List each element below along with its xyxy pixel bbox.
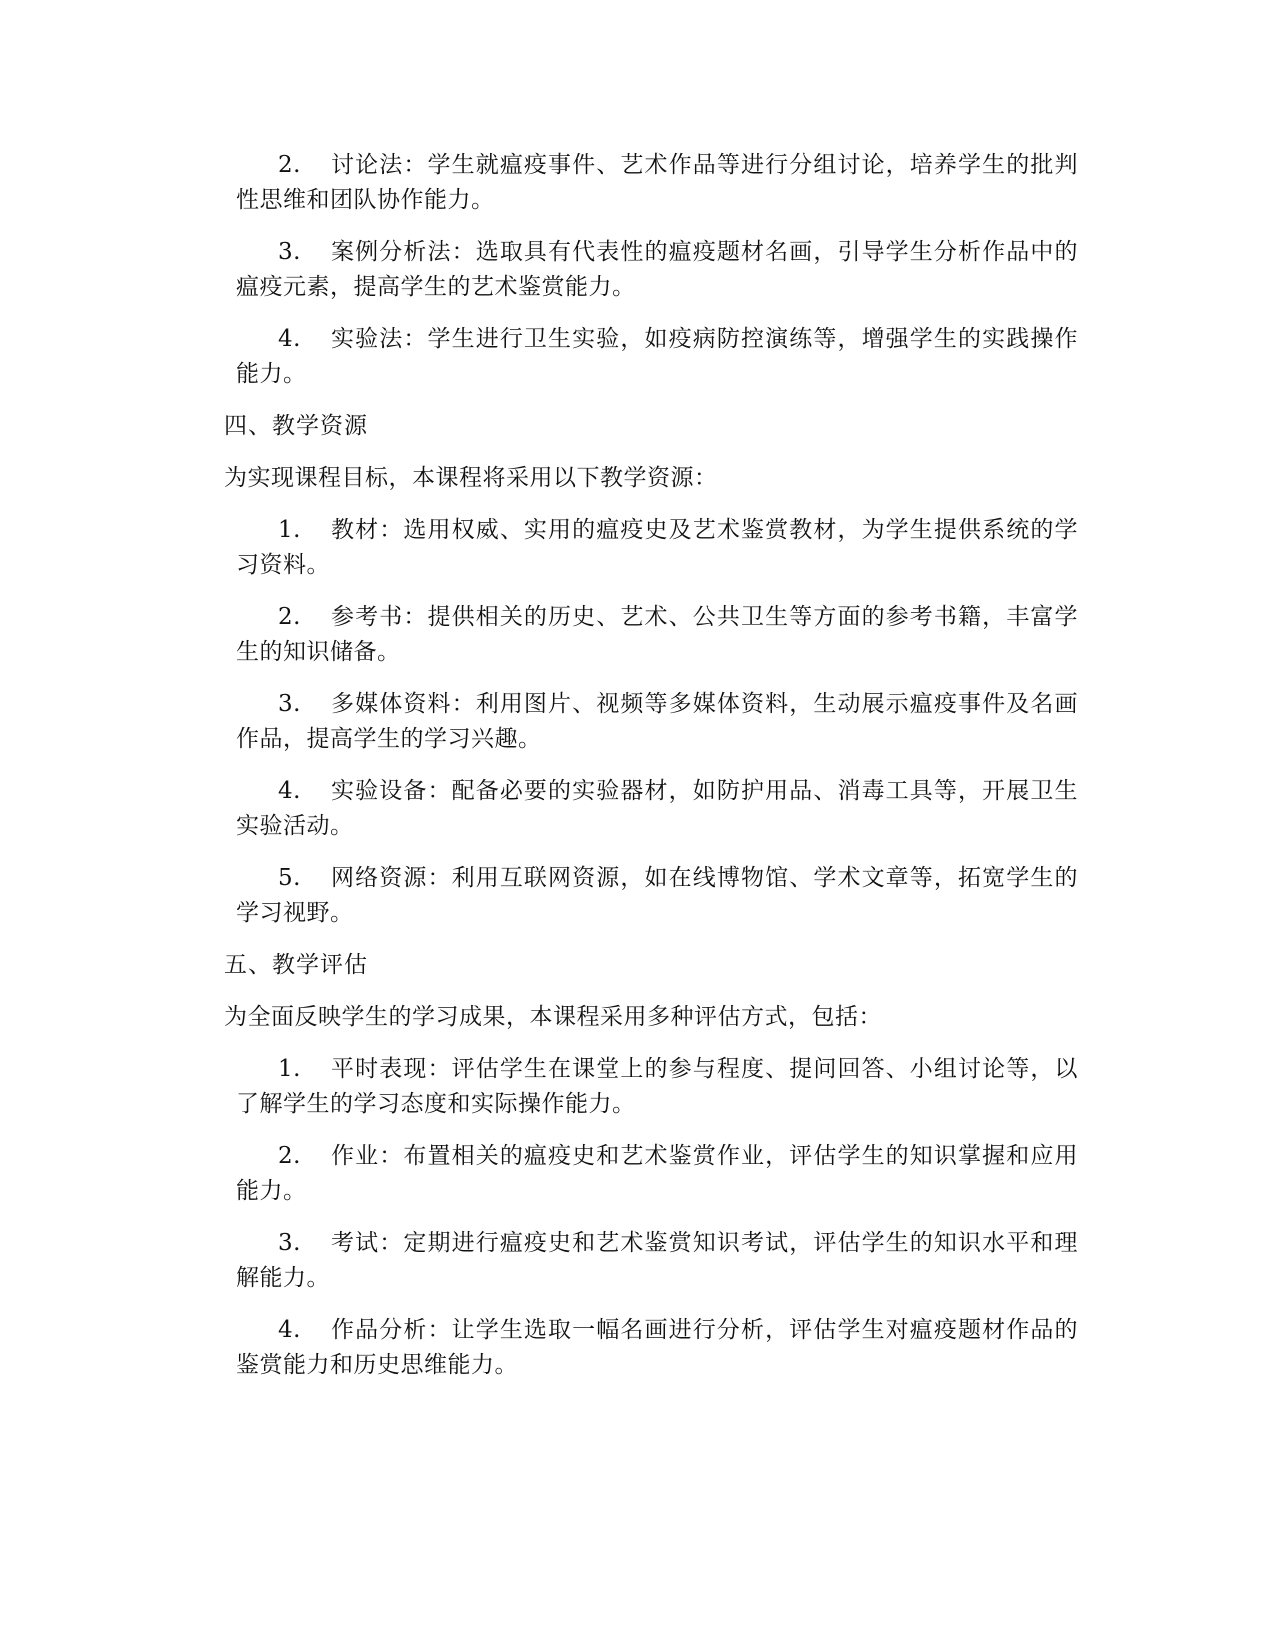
section-heading-teaching-evaluation: 五、教学评估	[224, 952, 368, 978]
list-item	[228, 1226, 1078, 1296]
list-number: 5.	[278, 865, 301, 891]
list-text: 作品分析：让学生选取一幅名画进行分析，评估学生对瘟疫题材作品的鉴赏能力和历史思维能力。	[236, 1317, 1078, 1378]
list-number: 2.	[278, 1143, 301, 1169]
list-number: 1.	[278, 1056, 301, 1082]
list-text: 多媒体资料：利用图片、视频等多媒体资料，生动展示瘟疫事件及名画作品，提高学生的学习兴趣。	[236, 691, 1078, 752]
list-item	[228, 1313, 1078, 1383]
list-number: 3.	[278, 1230, 301, 1256]
list-text: 实验法：学生进行卫生实验，如疫病防控演练等，增强学生的实践操作能力。	[236, 326, 1078, 387]
list-text: 参考书：提供相关的历史、艺术、公共卫生等方面的参考书籍，丰富学生的知识储备。	[236, 604, 1078, 665]
section-intro: 为全面反映学生的学习成果，本课程采用多种评估方式，包括：	[224, 1004, 882, 1030]
list-text: 实验设备：配备必要的实验器材，如防护用品、消毒工具等，开展卫生实验活动。	[236, 778, 1078, 839]
list-item	[228, 148, 1078, 218]
list-item	[228, 1139, 1078, 1209]
list-item	[228, 513, 1078, 583]
list-number: 2.	[278, 604, 301, 630]
list-text: 作业：布置相关的瘟疫史和艺术鉴赏作业，评估学生的知识掌握和应用能力。	[236, 1143, 1078, 1204]
list-text: 讨论法：学生就瘟疫事件、艺术作品等进行分组讨论，培养学生的批判性思维和团队协作能力。	[236, 152, 1078, 213]
list-text: 教材：选用权威、实用的瘟疫史及艺术鉴赏教材，为学生提供系统的学习资料。	[236, 517, 1078, 578]
list-number: 2.	[278, 152, 301, 178]
list-item	[228, 322, 1078, 392]
section-heading-teaching-resources: 四、教学资源	[224, 413, 368, 439]
section-intro: 为实现课程目标，本课程将采用以下教学资源：	[224, 465, 718, 491]
list-text: 案例分析法：选取具有代表性的瘟疫题材名画，引导学生分析作品中的瘟疫元素，提高学生的艺术鉴赏能力。	[236, 239, 1078, 300]
list-text: 平时表现：评估学生在课堂上的参与程度、提问回答、小组讨论等，以了解学生的学习态度和实际操作能力。	[236, 1056, 1078, 1117]
list-item	[228, 687, 1078, 757]
list-number: 3.	[278, 691, 301, 717]
list-number: 4.	[278, 778, 301, 804]
list-text: 网络资源：利用互联网资源，如在线博物馆、学术文章等，拓宽学生的学习视野。	[236, 865, 1078, 926]
list-item	[228, 774, 1078, 844]
list-item	[228, 1052, 1078, 1122]
list-number: 1.	[278, 517, 301, 543]
list-number: 4.	[278, 326, 301, 352]
list-text: 考试：定期进行瘟疫史和艺术鉴赏知识考试，评估学生的知识水平和理解能力。	[236, 1230, 1078, 1291]
list-number: 3.	[278, 239, 301, 265]
list-item	[228, 861, 1078, 931]
list-item	[228, 235, 1078, 305]
document-body	[224, 148, 1078, 1400]
list-item	[228, 600, 1078, 670]
list-number: 4.	[278, 1317, 301, 1343]
